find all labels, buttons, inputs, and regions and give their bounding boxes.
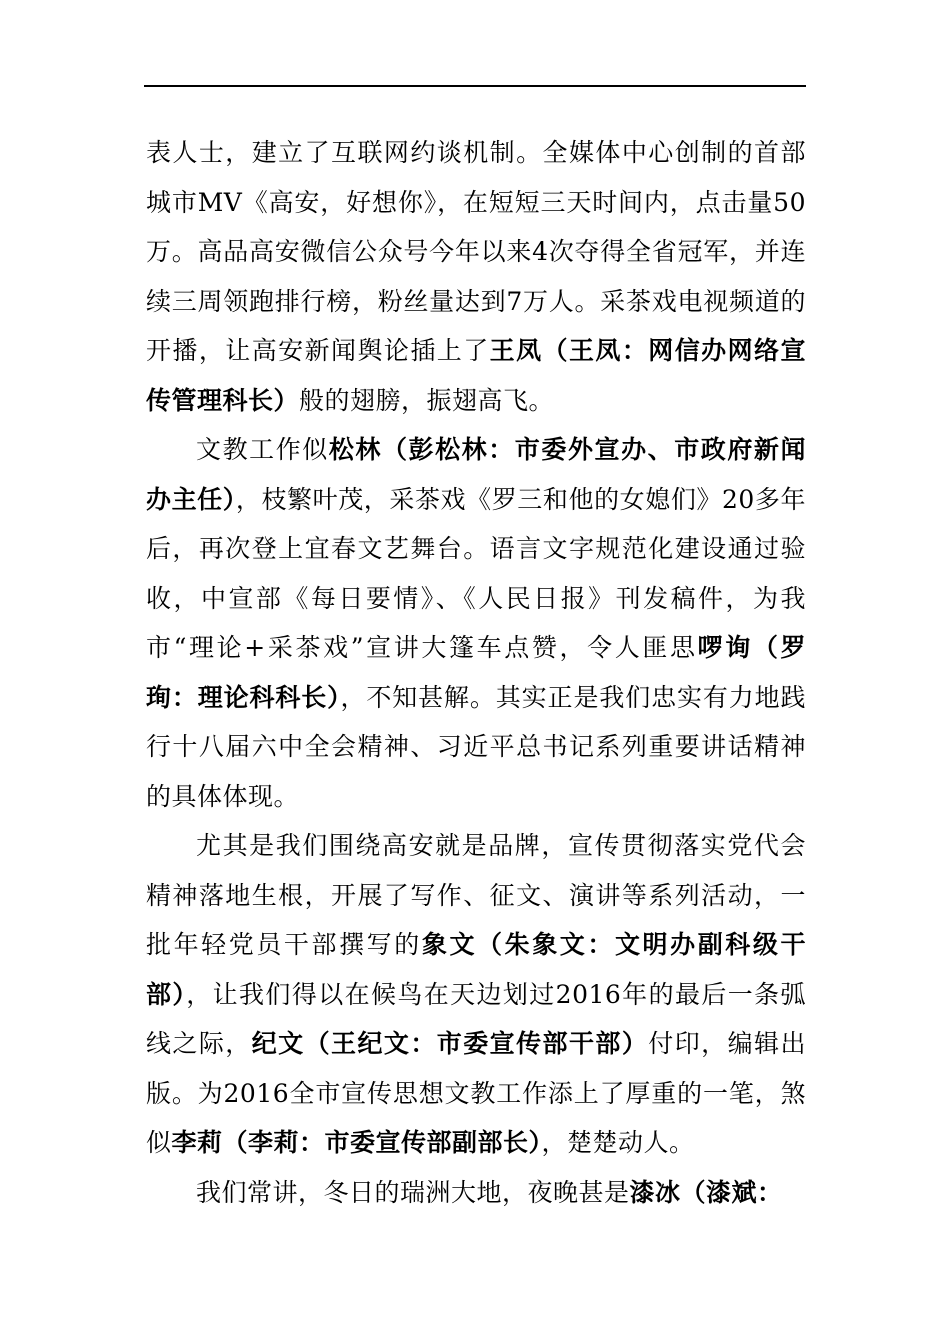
bold-name-note: 李莉（李莉：市委宣传部副部长）: [171, 1128, 542, 1157]
text-run: 表人士，建立了互联网约谈机制。全媒体中心创制的首部城市MV《高安，好想你》，在短短三天时间内，点击量50万。高品高安微信公众号今年以来4次夺得全省冠军，并连续三周领跑排行榜，粉丝量达到7万人。采茶戏电视频道的开播，让高安新闻舆论插上了: [146, 138, 806, 365]
bold-name-note: 纪文（王纪文：市委宣传部干部）: [251, 1029, 649, 1058]
bold-name-note: 啰询（罗珣：理论科科长）: [146, 633, 806, 712]
text-run: ，让我们得以在候鸟在天边划过2016年的最后一条弧线之际，: [146, 979, 806, 1058]
paragraph-1: [146, 128, 806, 425]
text-run: ，不知甚解。其实正是我们忠实有力地践行十八届六中全会精神、习近平总书记系列重要讲话精神的具体体现。: [146, 682, 806, 811]
bold-name-note: 王凤（王凤：网信办网络宣传管理科长）: [146, 336, 806, 415]
bold-name-note: 象文（朱象文：文明办副科级干部）: [146, 930, 806, 1009]
text-run: ，枝繁叶茂，采茶戏《罗三和他的女媳们》20多年后，再次登上宜春文艺舞台。语言文字规范化建设通过验收，中宣部《每日要情》、《人民日报》刊发稿件，为我市“理论+采茶戏”宣讲大篷车点赞，令人匪思: [146, 484, 806, 662]
header-rule: [144, 85, 806, 87]
bold-name-note: 松林（彭松林：市委外宣办、市政府新闻办主任）: [146, 435, 806, 514]
paragraph-3: [146, 821, 806, 1168]
text-run: 付印，编辑出版。为2016全市宣传思想文教工作添上了厚重的一笔，煞似: [146, 1029, 806, 1157]
paragraph-2: [146, 425, 806, 821]
text-run: ，楚楚动人。: [541, 1128, 695, 1157]
paragraph-4: [146, 1168, 806, 1218]
bold-name-note: 漆冰（漆斌：: [629, 1177, 783, 1207]
document-body: [146, 128, 806, 1217]
text-run: 文教工作似: [196, 435, 329, 464]
text-run: 般的翅膀，振翅高飞。: [299, 385, 555, 415]
text-run: 尤其是我们围绕高安就是品牌，宣传贯彻落实党代会精神落地生根，开展了写作、征文、演讲等系列活动，一批年轻党员干部撰写的: [146, 831, 806, 959]
text-run: 我们常讲，冬日的瑞洲大地，夜晚甚是: [196, 1177, 630, 1207]
